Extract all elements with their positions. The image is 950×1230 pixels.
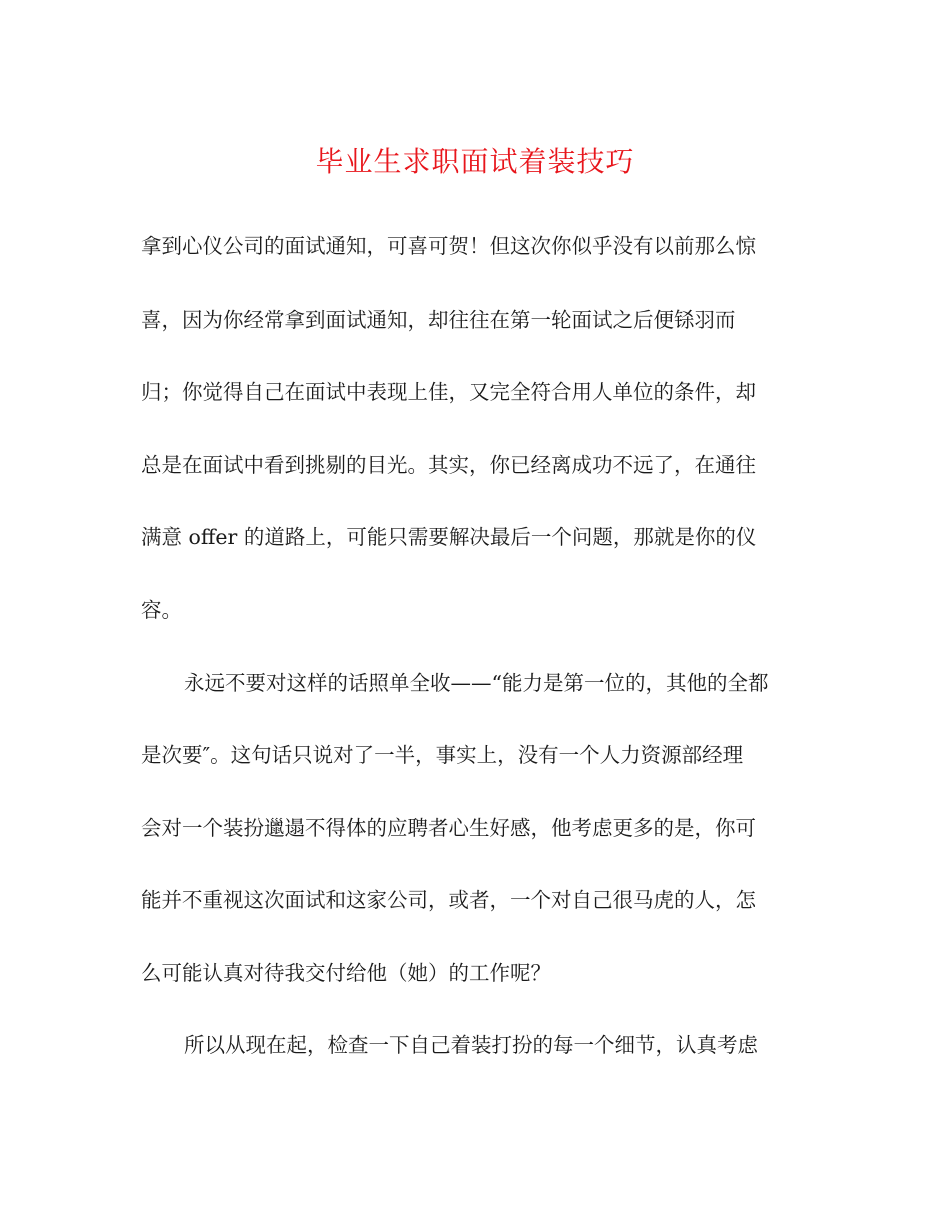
paragraph-1-line-3: 归；你觉得自己在面试中表现上佳，又完全符合用人单位的条件，却 [141,380,756,404]
paragraph-2-line-5: 么可能认真对待我交付给他（她）的工作呢？ [141,961,551,985]
paragraph-2-line-2: 是次要″。这句话只说对了一半，事实上，没有一个人力资源部经理 [141,743,744,767]
paragraph-1-line-4: 总是在面试中看到挑剔的目光。其实，你已经离成功不远了，在通往 [141,453,756,477]
document-title: 毕业生求职面试着装技巧 [315,145,635,178]
paragraph-1-line-5: 满意 offer 的道路上，可能只需要解决最后一个问题，那就是你的仪 [141,525,757,549]
paragraph-2-line-3: 会对一个装扮邋遢不得体的应聘者心生好感，他考虑更多的是，你可 [141,816,756,840]
paragraph-1-line-1: 拿到心仪公司的面试通知，可喜可贺！但这次你似乎没有以前那么惊 [141,234,756,258]
paragraph-3-line-1: 所以从现在起，检查一下自己着装打扮的每一个细节，认真考虑 [184,1033,758,1057]
paragraph-2-line-1: 永远不要对这样的话照单全收——“能力是第一位的，其他的全都 [184,671,769,695]
paragraph-2-line-4: 能并不重视这次面试和这家公司，或者，一个对自己很马虎的人，怎 [141,888,756,912]
paragraph-1-line-6: 容。 [141,598,182,622]
paragraph-1-line-2: 喜，因为你经常拿到面试通知，却往往在第一轮面试之后便铩羽而 [141,308,736,332]
